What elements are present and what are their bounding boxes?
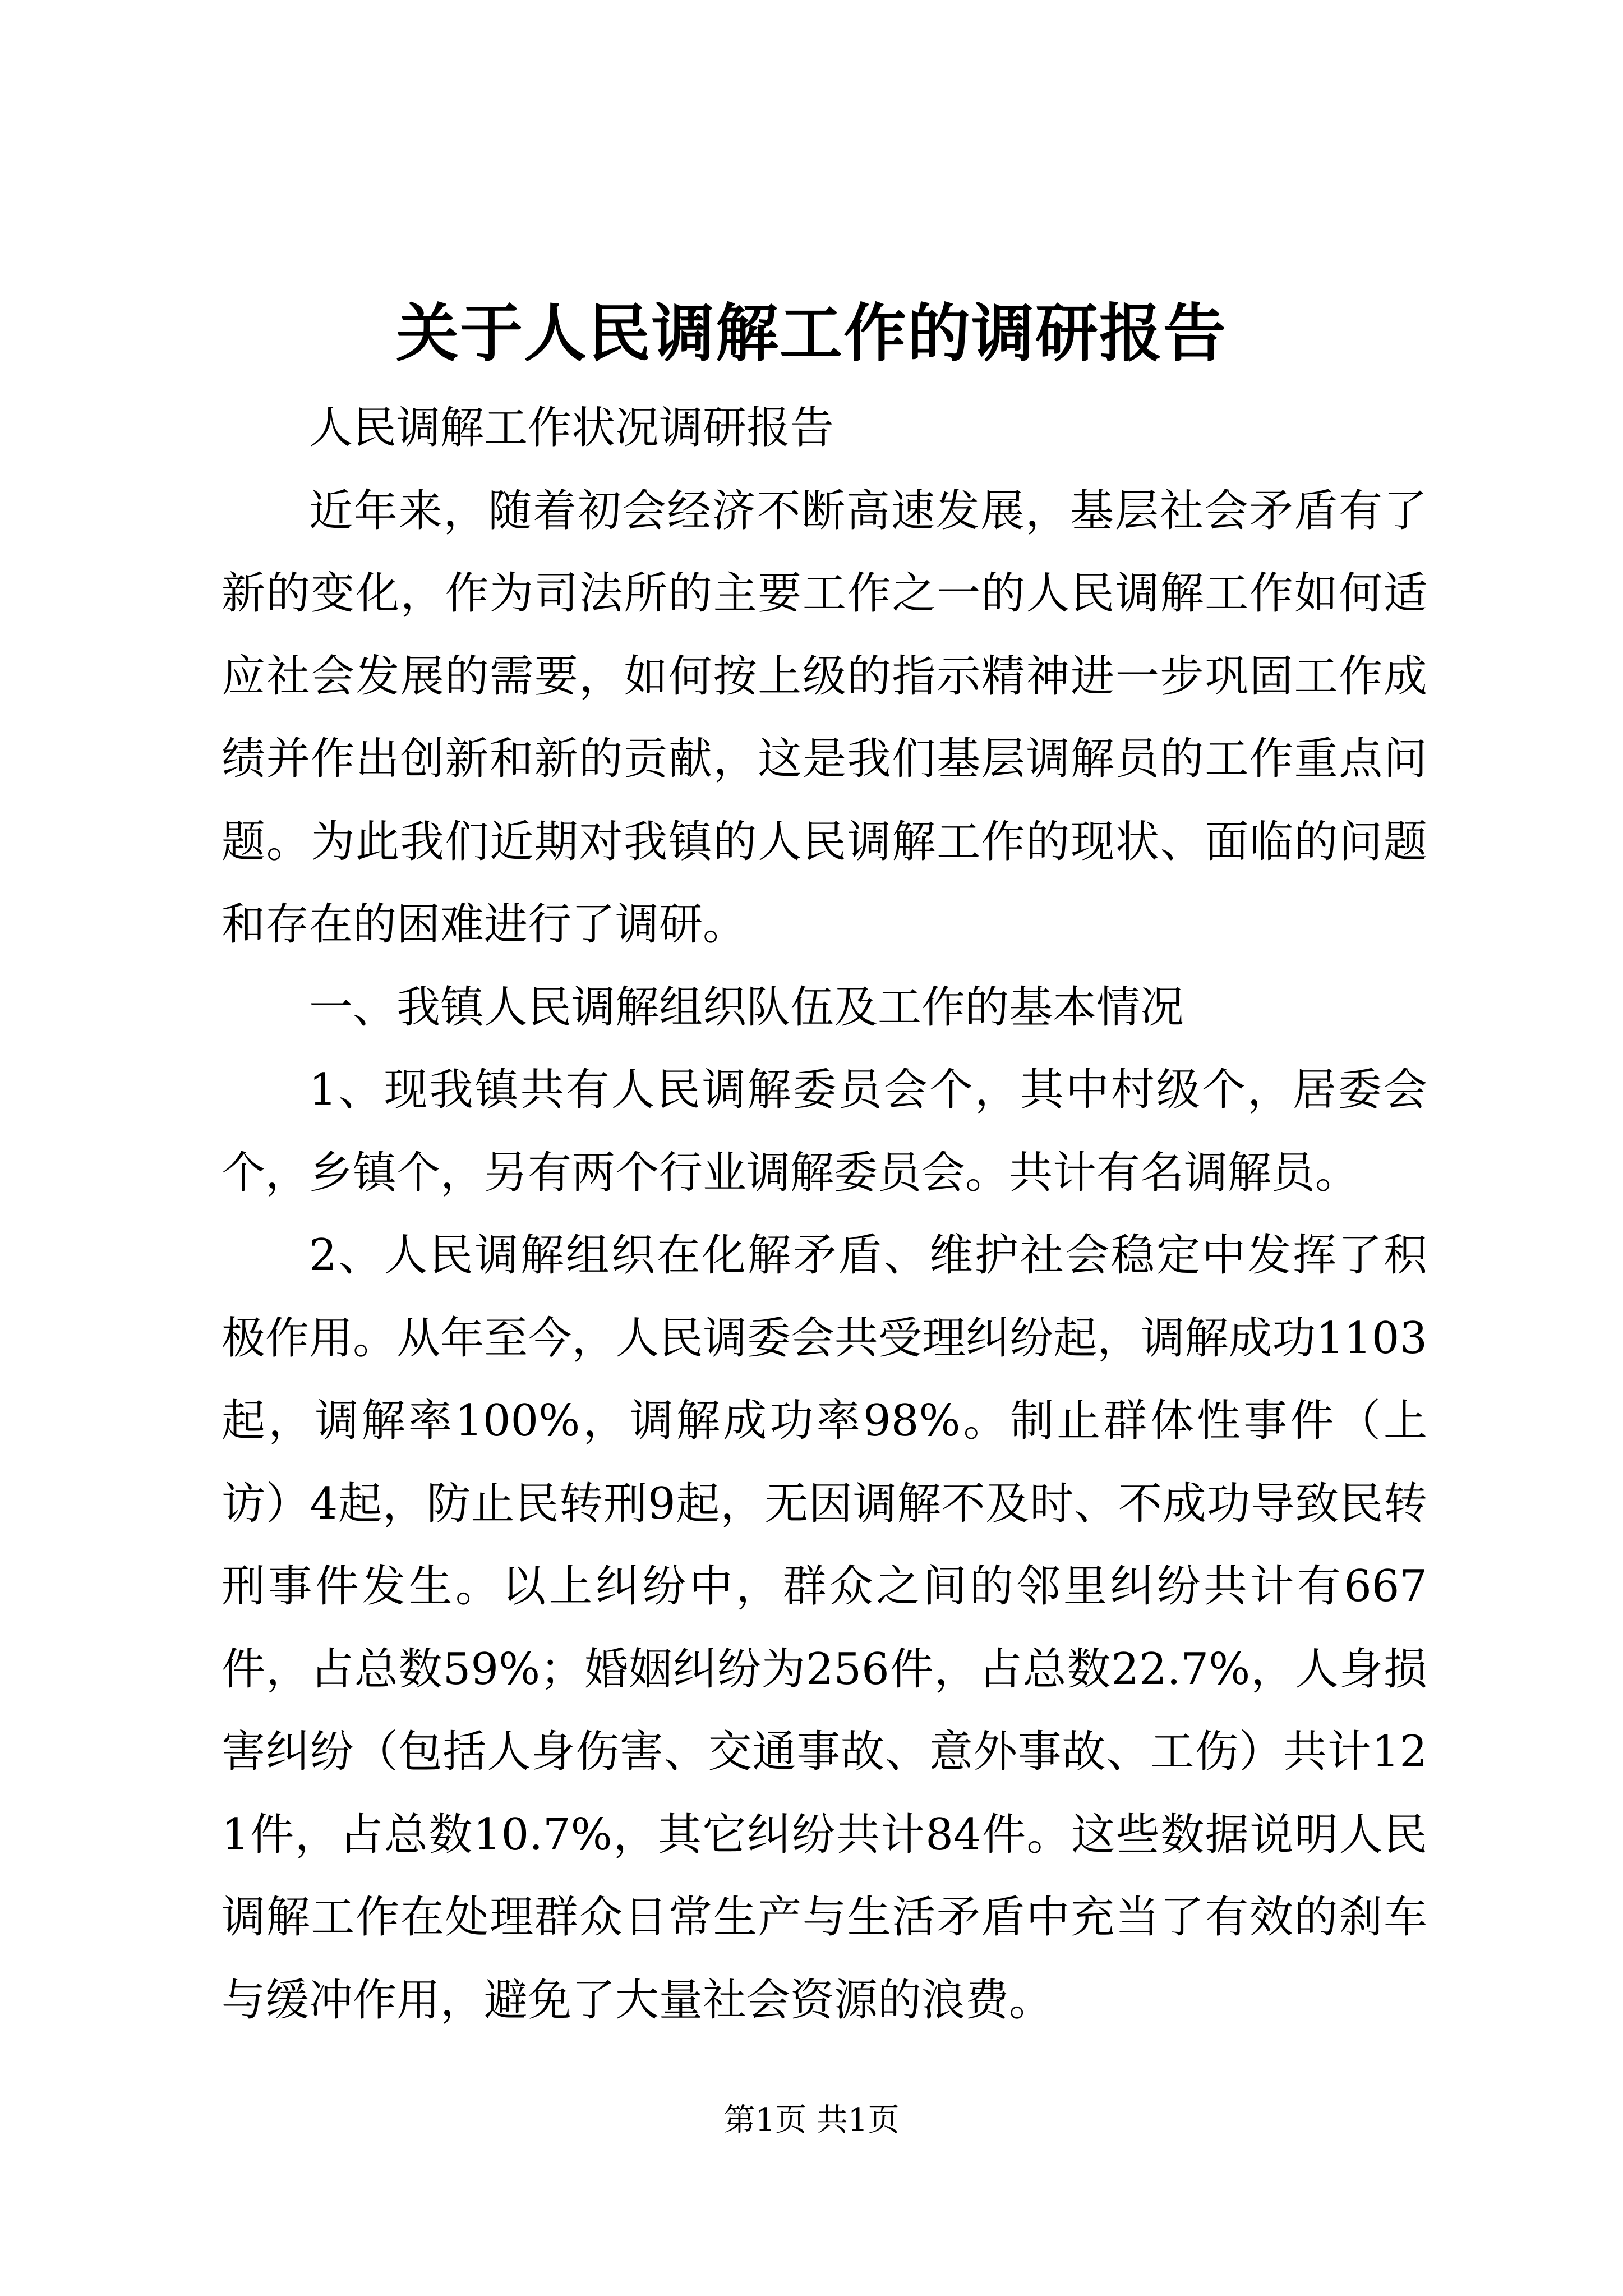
subtitle-paragraph: 人民调解工作状况调研报告 <box>309 403 834 453</box>
item-1-paragraph: 1、现我镇共有人民调解委员会个，其中村级个，居委会个，乡镇个，另有两个行业调解委员会。共计有名调解员。 <box>222 1065 1427 1198</box>
document-body <box>222 387 1427 2042</box>
document-title: 关于人民调解工作的调研报告 <box>396 297 1227 370</box>
item-2-paragraph: 2、人民调解组织在化解矛盾、维护社会稳定中发挥了积极作用。从年至今，人民调委会共受理纠纷起，调解成功1103起，调解率100%，调解成功率98%。制止群体性事件（上访）4起，防止民转刑9起，无因调解不及时、不成功导致民转刑事件发生。以上纠纷中，群众之间的邻里纠纷共计有667件，占总数59%；婚姻纠纷为256件，占总数22.7%，人身损害纠纷（包括人身伤害、交通事故、意外事故、工伤）共计121件，占总数10.7%，其它纠纷共计84件。这些数据说明人民调解工作在处理群众日常生产与生活矛盾中充当了有效的刹车与缓冲作用，避免了大量社会资源的浪费。 <box>222 1230 1427 2026</box>
page-number-footer: 第1页 共1页 <box>723 2102 900 2138</box>
section-heading: 一、我镇人民调解组织队伍及工作的基本情况 <box>309 982 1184 1033</box>
intro-paragraph: 近年来，随着初会经济不断高速发展，基层社会矛盾有了新的变化，作为司法所的主要工作之一的人民调解工作如何适应社会发展的需要，如何按上级的指示精神进一步巩固工作成绩并作出创新和新的贡献，这是我们基层调解员的工作重点问题。为此我们近期对我镇的人民调解工作的现状、面临的问题和存在的困难进行了调研。 <box>222 485 1427 950</box>
